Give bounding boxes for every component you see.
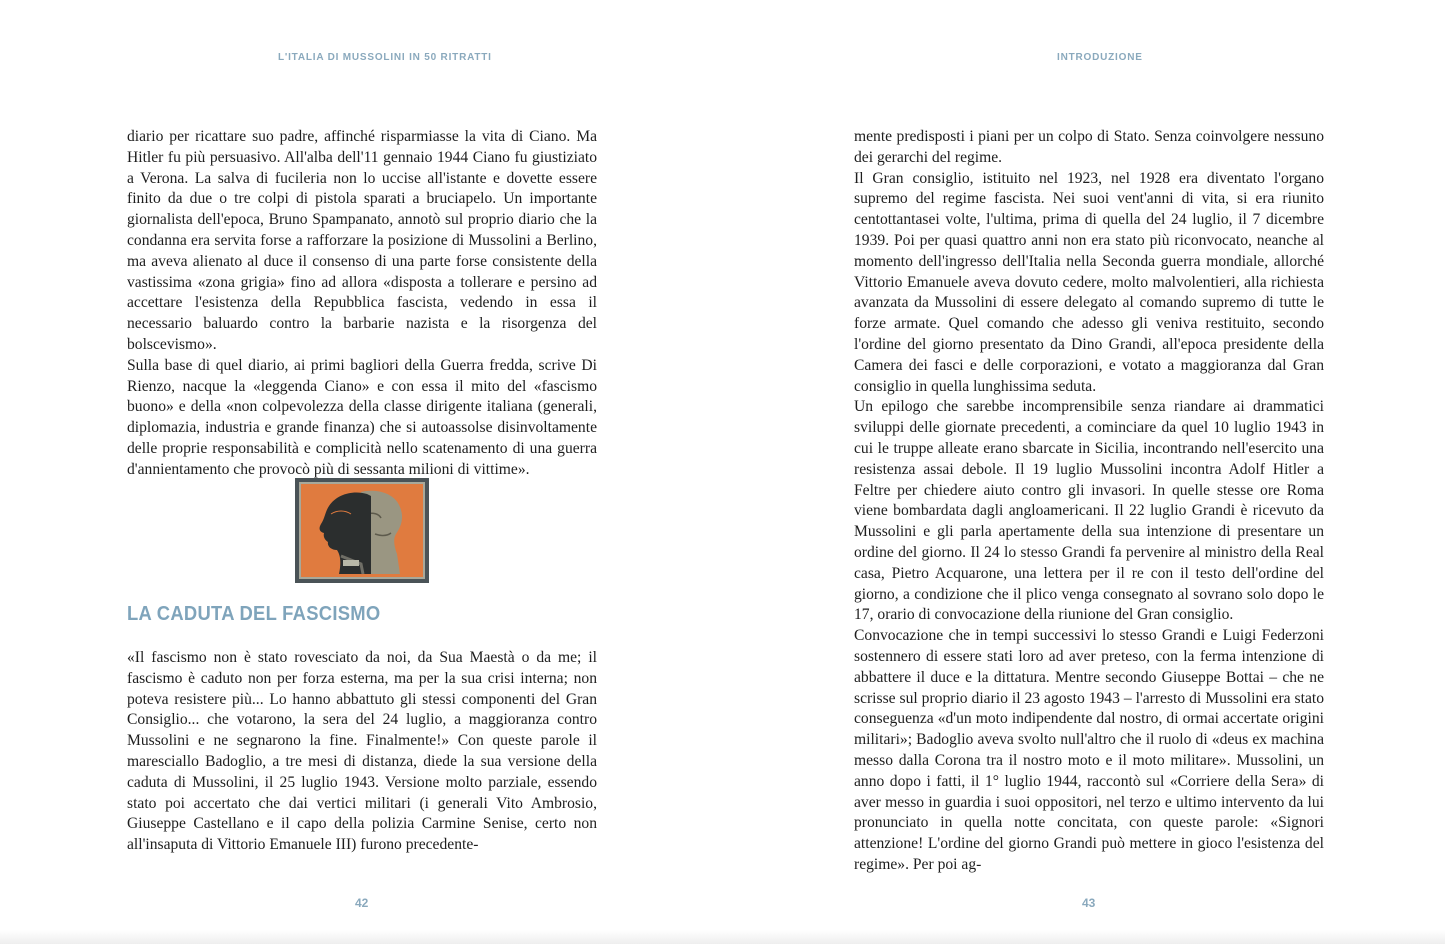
page-bottom-edge bbox=[0, 930, 1445, 944]
portrait-illustration-frame bbox=[299, 482, 425, 579]
portrait-illustration bbox=[295, 478, 429, 583]
left-body-bottom bbox=[127, 648, 597, 856]
two-profiles-icon bbox=[301, 484, 425, 577]
page-number-right: 43 bbox=[1082, 896, 1096, 910]
left-body-top bbox=[127, 127, 597, 481]
right-paragraph-3: Un epilogo che sarebbe incomprensibile senza riandare ai drammatici sviluppi delle giornate precedenti, a cominciare da quel 10 luglio 1943 in cui le truppe alleate erano sbarcate in Sicilia, incontrando nell'esercito una resistenza assai debole. Il 19 luglio Mussolini incontra Adolf Hitler a Feltre per chiedere aiuto contro gli invasori. In quelle stesse ore Roma viene bombardata dagli angloamericani. Il 22 luglio Grandi è ricevuto da Mussolini e gli parla apertamente della sua intenzione di presentare un ordine del giorno. Il 24 lo stesso Grandi fa pervenire al ministro della Real casa, Pietro Acquarone, una lettera per il re con il testo dell'ordine del giorno, a condizione che il plico venga consegnato al sovrano solo dopo le 17, orario di convocazione della riunione del Gran consiglio. bbox=[854, 398, 1324, 624]
right-body bbox=[854, 127, 1324, 876]
section-title: LA CADUTA DEL FASCISMO bbox=[127, 603, 381, 625]
left-paragraph-1: diario per ricattare suo padre, affinché risparmiasse la vita di Ciano. Ma Hitler fu più persuasivo. All'alba dell'11 gennaio 1944 Ciano fu giustiziato a Verona. La salva di fucileria non lo uccise all'istante e dovette essere finito da due o tre colpi di pistola sparati a bruciapelo. Un importante giornalista dell'epoca, Bruno Spampanato, annotò sul proprio diario che la condanna era servita forse a rafforzare la posizione di Mussolini a Berlino, ma aveva alienato al duce il consenso di una parte forse consistente della vastissima «zona grigia» fino ad allora «disposta a tollerare e persino ad accettare l'esistenza della Repubblica fascista, vedendo in essa il necessario baluardo contro la barbarie nazista e la risorgenza del bolscevismo». bbox=[127, 128, 597, 353]
left-paragraph-3: «Il fascismo non è stato rovesciato da noi, da Sua Maestà o da me; il fascismo è caduto non per forza esterna, ma per la sua crisi interna; non poteva resistere più... Lo hanno abbattuto gli stessi componenti del Gran Consiglio... che votarono, la sera del 24 luglio, a maggioranza contro Mussolini e ne segnarono la fine. Finalmente!» Con queste parole il maresciallo Badoglio, a tre mesi di distanza, diede la sua versione della caduta di Mussolini, il 25 luglio 1943. Versione molto parziale, essendo stato poi accertato che dai vertici militari (i generali Vito Ambrosio, Giuseppe Castellano e il capo della polizia Carmine Senise, certo non all'insaputa di Vittorio Emanuele III) furono precedente- bbox=[127, 649, 597, 854]
left-running-head: L'ITALIA DI MUSSOLINI IN 50 RITRATTI bbox=[278, 52, 492, 63]
left-paragraph-2: Sulla base di quel diario, ai primi bagliori della Guerra fredda, scrive Di Rienzo, nacque la «leggenda Ciano» e con essa il mito del «fascismo buono» e della «non colpevolezza della classe dirigente italiana (generali, diplomazia, industria e grande finanza) che si autoassolse disinvoltamente delle proprie responsabilità e complicità nello scatenamento di una guerra d'annientamento che provocò più di sessanta milioni di vittime». bbox=[127, 356, 597, 478]
right-paragraph-4: Convocazione che in tempi successivi lo stesso Grandi e Luigi Federzoni sostennero di essere stati loro ad aver preteso, con la ferma intenzione di abbattere il duce e la dittatura. Mentre secondo Giuseppe Bottai – che ne scrisse sul proprio diario il 23 agosto 1943 – l'arresto di Mussolini era stato conseguenza «d'un moto indipendente dal nostro, di ormai accertate origini militari»; Badoglio aveva svolto null'altro che il ruolo di «deus ex machina messo dalla Corona tra il nostro moto e il moto militare». Mussolini, un anno dopo i fatti, il 1° luglio 1944, raccontò sul «Corriere della Sera» di aver messo in guardia i suoi oppositori, nel terzo e ultimo intervento da lui pronunciato in quella notte concitata, con queste parole: «Signori attenzione! L'ordine del giorno Grandi può mettere in gioco l'esistenza del regime». Per poi ag- bbox=[854, 627, 1324, 873]
right-paragraph-1: mente predisposti i piani per un colpo di Stato. Senza coinvolgere nessuno dei gerarchi del regime. bbox=[854, 128, 1324, 166]
right-paragraph-2: Il Gran consiglio, istituito nel 1923, nel 1928 era diventato l'organo supremo del regime fascista. Nei suoi vent'anni di vita, si era riunito centottantasei volte, l'ultima, prima di quella del 24 luglio, il 7 dicembre 1939. Poi per quasi quattro anni non era stato più riconvocato, neanche al momento dell'ingresso dell'Italia nella Seconda guerra mondiale, allorché Vittorio Emanuele aveva dovuto cedere, molto malvolentieri, alla richiesta avanzata da Mussolini di essere delegato al comando supremo di tutte le forze armate. Quel comando che adesso gli veniva restituito, secondo l'ordine del giorno presentato da Dino Grandi, all'epoca presidente della Camera dei fasci e delle corporazioni, e votato a maggioranza dal Gran consiglio in quella lunghissima seduta. bbox=[854, 169, 1324, 395]
right-running-head: INTRODUZIONE bbox=[1057, 52, 1143, 63]
page-number-left: 42 bbox=[355, 896, 369, 910]
